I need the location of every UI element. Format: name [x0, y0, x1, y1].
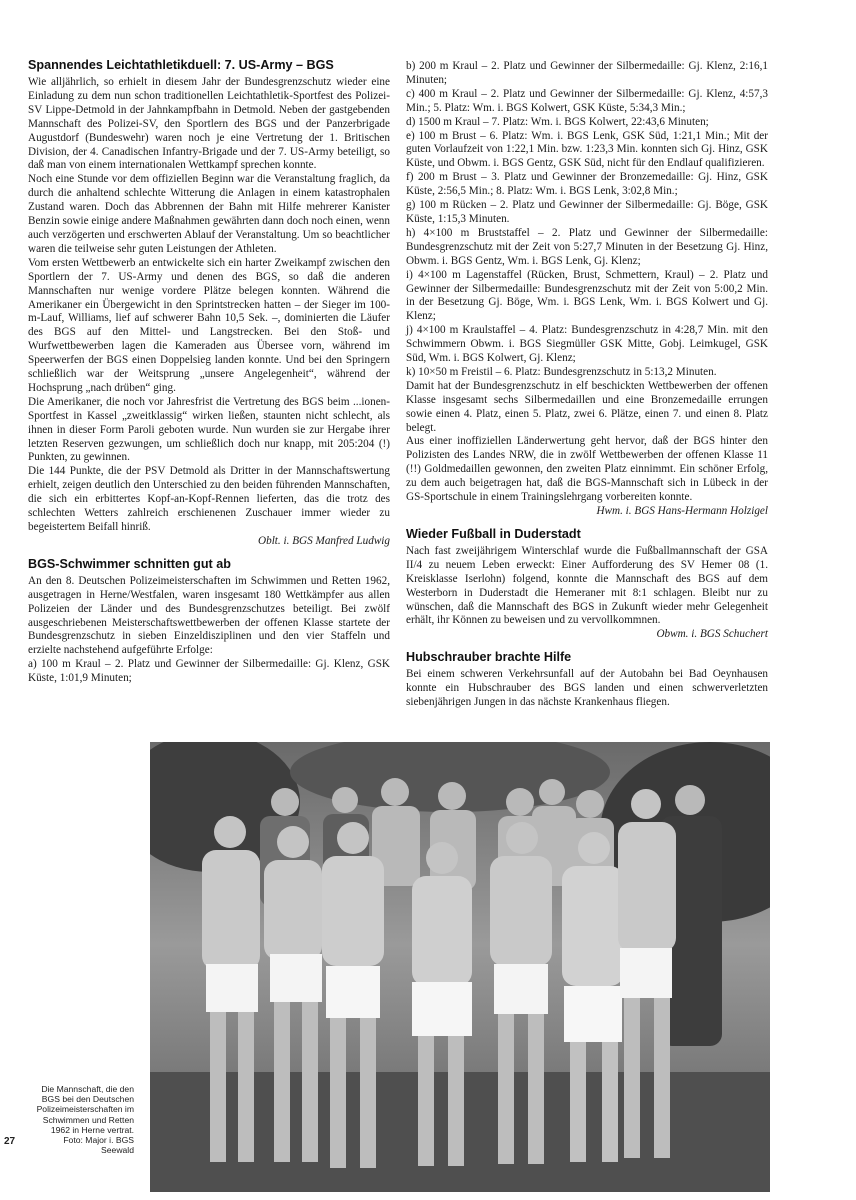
paragraph: Noch eine Stunde vor dem offiziellen Beginn war die Veranstaltung fraglich, da durch die anhaltend schlechte Witterung die Anlagen in einem katastrophalen Zustand waren. Doch das Abbrennen der Bahn mit Hilfe mehrerer Kanister Benzin sowie einige andere Maßnahmen gewährten dann doch noch einen, wenn auch verzögerten und erschwerten Ablauf der Veranstaltung. Um so beachtlicher waren die teilweise sehr guten Leistungen der Athleten.: [28, 173, 390, 255]
headline-fussball: Wieder Fußball in Duderstadt: [406, 526, 581, 541]
right-column: [406, 60, 768, 710]
headline-leichtathletik: Spannendes Leichtathletikduell: 7. US-Army – BGS: [28, 58, 334, 72]
paragraph: Bei einem schweren Verkehrsunfall auf der Autobahn bei Bad Oeynhausen konnte ein Hubschrauber des BGS landen und einen schwerverletzten siebenjährigen Jungen in das nächste Krankenhaus fliegen.: [406, 668, 768, 709]
caption-line: 1962 in Herne vertrat.: [50, 1124, 134, 1135]
paragraph: Die 144 Punkte, die der PSV Detmold als Dritter in der Mannschaftswertung erhielt, zeigen deutlich den Unterschied zu den beiden führenden Mannschaften, die sich ein erbittertes Kopf-an-Kopf-Rennen lieferten, das die trotz des schlechten Wetters zahlreich erschienenen Zuschauer immer wieder zu begeistertem Beifall hinriß.: [28, 465, 390, 533]
result-item: h) 4×100 m Bruststaffel – 2. Platz und Gewinner der Silbermedaille: Bundesgrenzschutz mit der Zeit von 5:27,7 Minuten in der Besetzung Gj. Hinz, Obwm. i. BGS Gentz, Wm. i. BGS Lenk, Gj. Klenz;: [406, 226, 768, 267]
result-item: i) 4×100 m Lagenstaffel (Rücken, Brust, Schmettern, Kraul) – 2. Platz und Gewinner der Silbermedaille: Bundesgrenzschutz mit der Zeit von 5:00,2 Min. in der Besetzung Gj. Böge, Wm. i. BGS Lenk, Wm. i. BGS Kolwert und Gj. Klenz;: [406, 268, 768, 323]
result-item: k) 10×50 m Freistil – 6. Platz: Bundesgrenzschutz in 5:13,2 Minuten.: [406, 365, 717, 378]
caption-line: Die Mannschaft, die den: [41, 1084, 134, 1094]
headline-hubschrauber: Hubschrauber brachte Hilfe: [406, 650, 572, 665]
result-item: e) 100 m Brust – 6. Platz: Wm. i. BGS Lenk, GSK Süd, 1:21,1 Min.; Mit der guten Vorlaufzeit von 1:22,1 Min. bzw. 1:23,3 Min. konnten sich Gj. Hinz, GSK Küste, und Obwm. i. BGS Gentz, GSK Süd, nicht für den Endlauf qualifizieren.: [406, 129, 768, 170]
team-photo: [150, 742, 770, 1192]
paragraph: Aus einer inoffiziellen Länderwertung geht hervor, daß der BGS hinter den Polizisten des Landes NRW, die in zwölf Wettbewerben der offenen Klasse 11 (!!) Goldmedaillen gewonnen, den zweiten Platz einnimmt. Ein schöner Erfolg, zu dem auch beigetragen hat, daß die BGS-Mannschaft sich in Lübeck in der GS-Sportschule in einem Trainingslehrgang vorbereiten konnte.: [406, 435, 768, 504]
paragraph: Nach fast zweijährigem Winterschlaf wurde die Fußballmannschaft der GSA II/4 zu neuem Leben erweckt: Einer Aufforderung des SV Hemer 08 (1. Kreisklasse Iserlohn) folgend, konnte die Mannschaft des BGS auf dem Westerborn in Duderstadt die Hemeraner mit 8:1 schlagen. Bleibt nur zu wünschen, daß die Mannschaft des BGS in Zukunft wieder mehr Gelegenheit erhält, ihr Können zu beweisen und zu vervollkommnen.: [406, 544, 768, 627]
caption-line: Schwimmen und Retten: [42, 1114, 134, 1125]
result-item: b) 200 m Kraul – 2. Platz und Gewinner der Silbermedaille: Gj. Klenz, 2:16,1 Minuten;: [406, 60, 768, 86]
team-photo-image: [150, 742, 770, 1192]
paragraph: An den 8. Deutschen Polizeimeisterschaften im Schwimmen und Retten 1962, ausgetragen in Herne/Westfalen, waren insgesamt 180 Wettkämpfer aus allen Polizeien der Länder und des Bundesgrenzschutzes beteiligt. Bei zwölf ausgeschriebenen Meisterschaftswettbewerben der offenen Klasse startete der Bundesgrenzschutz in sieben Einzeldisziplinen und den vier Staffeln und erzielte nachstehend aufgeführte Erfolge:: [28, 574, 390, 657]
author-signature: Oblt. i. BGS Manfred Ludwig: [258, 534, 390, 547]
caption-line: Polizeimeisterschaften im: [36, 1104, 134, 1115]
caption-line: BGS bei den Deutschen: [41, 1094, 134, 1105]
result-item: f) 200 m Brust – 3. Platz und Gewinner der Bronzemedaille: Gj. Hinz, GSK Küste, 2:56,5 Min.; 8. Platz: Wm. i. BGS Lenk, 3:02,8 Min.;: [406, 171, 768, 198]
result-item: g) 100 m Rücken – 2. Platz und Gewinner der Silbermedaille: Gj. Böge, GSK Küste, 1:15,3 Minuten.: [406, 199, 768, 225]
caption-line: Foto: Major i. BGS: [63, 1135, 134, 1146]
paragraph: Damit hat der Bundesgrenzschutz in elf beschickten Wettbewerben der offenen Klasse insgesamt sechs Silbermedaillen und eine Bronzemedaille errungen sowie einen 4. Platz, einen 5. Platz, zwei 6. Plätze, einen 7. und einen 8. Platz belegt.: [406, 379, 768, 434]
caption-line: Seewald: [101, 1145, 134, 1156]
author-signature: Hwm. i. BGS Hans-Hermann Holzigel: [596, 505, 768, 517]
headline-schwimmer: BGS-Schwimmer schnitten gut ab: [28, 556, 231, 571]
left-column: [28, 58, 390, 686]
paragraph: Die Amerikaner, die noch vor Jahresfrist die Vertretung des BGS beim ...ionen-Sportfest in Kassel „zweitklassig“ wirken ließen, staunten nicht schlecht, als ihnen in dieser Form Paroli geboten wurde. Nun wurden sie zur Hergabe ihrer letzten Reserven gezwungen, um schließlich doch nur knapp, mit 205:204 (!) Punkten, zu gewinnen.: [28, 395, 390, 464]
author-signature: Obwm. i. BGS Schuchert: [656, 628, 768, 641]
paragraph: Wie alljährlich, so erhielt in diesem Jahr der Bundesgrenzschutz wieder eine Einladung zu dem nun schon traditionellen Leichtathletik-Sportfest des Polizei-SV Lippe-Detmold in der Jahnkampfbahn in Detmold. Neben der gastgebenden Mannschaft des Polizei-SV, den Sportlern des BGS und der Panzerbrigade Augustdorf (Bundeswehr) waren noch je eine Vertretung der 1. Britischen Division, der 4. Canadischen Infantry-Brigade und der 7. US-Army beteiligt, so daß man von einem internationalen Wettkampf sprechen konnte.: [28, 76, 390, 172]
page-number: 27: [4, 1136, 16, 1147]
result-item: d) 1500 m Kraul – 7. Platz: Wm. i. BGS Kolwert, 22:43,6 Minuten;: [406, 115, 709, 128]
photo-caption: [22, 1084, 134, 1155]
result-item: j) 4×100 m Kraulstaffel – 4. Platz: Bundesgrenzschutz in 4:28,7 Min. mit den Schwimmern Obwm. i. BGS Siegmüller GSK Mitte, Gobj. Leimkugel, GSK Süd, Wm. i. BGS Kolwert, Gj. Klenz;: [406, 324, 768, 365]
result-item: a) 100 m Kraul – 2. Platz und Gewinner der Silbermedaille: Gj. Klenz, GSK Küste, 1:01,9 Minuten;: [28, 658, 390, 685]
paragraph: Vom ersten Wettbewerb an entwickelte sich ein harter Zweikampf zwischen den Sportlern der 7. US-Army und denen des BGS, so daß die anderen Mannschaften nur wenige vordere Plätze belegen konnten. Während die Amerikaner ein Übergewicht in den Sprintstrecken hatten – der Sieger im 100-m-Lauf, Williams, lief auf schwerer Bahn 10,5 Sek. –, dominierten die Läufer des BGS auf den Mittel- und Langstrecken. Bei den Stoß- und Wurfwettbewerben lagen die Kameraden aus Übersee vorn, während im Speerwerfen der BGS einen Doppelsieg landen konnte. Und bei den Springern schließlich war der Weitsprung „unsere Angelegenheit“, während der Hochsprung „nach drüben“ ging.: [28, 256, 390, 394]
result-item: c) 400 m Kraul – 2. Platz und Gewinner der Silbermedaille: Gj. Klenz, 4:57,3 Min.; 5. Platz: Wm. i. BGS Kolwert, GSK Küste, 5:34,3 Min.;: [406, 87, 768, 114]
